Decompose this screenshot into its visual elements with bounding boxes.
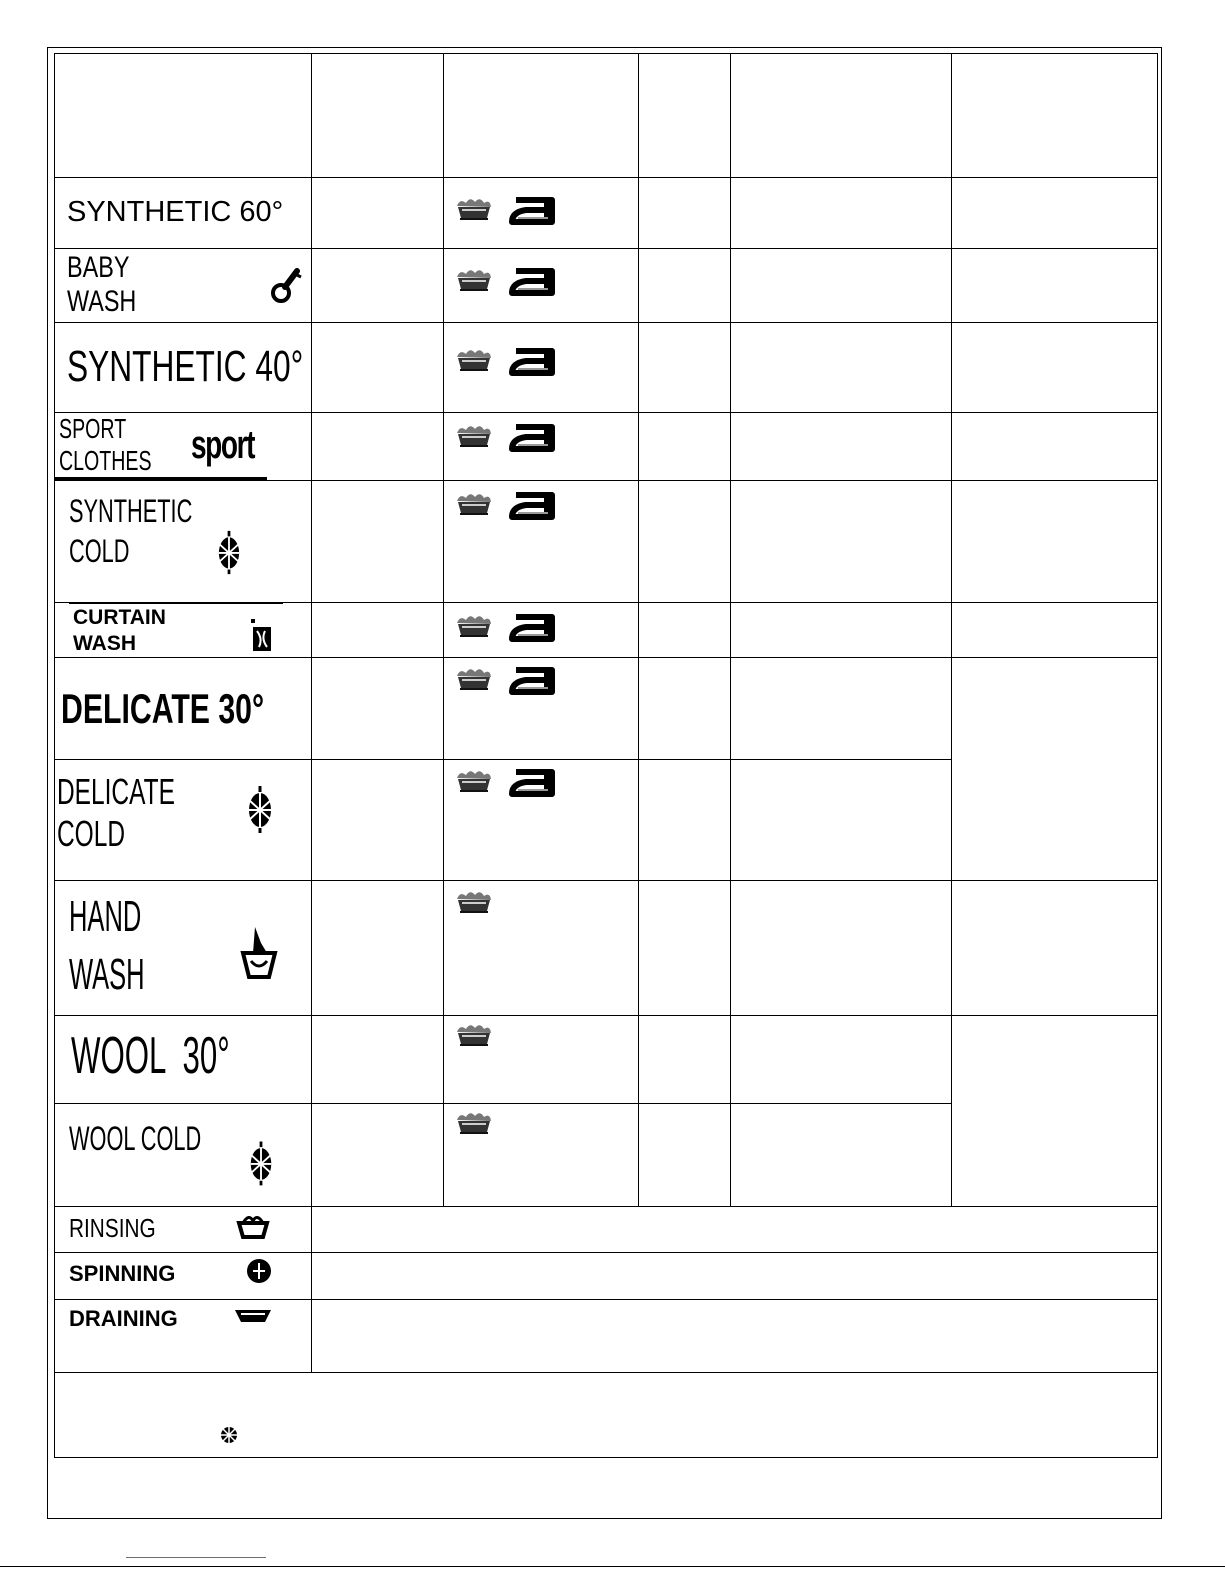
iron-icon [508, 764, 558, 798]
table-row [55, 323, 1158, 413]
note-row [55, 1373, 1158, 1458]
program-name-line1: SPORT [59, 413, 127, 444]
icons-cell [444, 249, 639, 323]
program-name-line2: WASH [67, 285, 137, 318]
program-name: SYNTHETIC 60° [67, 196, 284, 228]
program-name-line1: DELICATE [57, 771, 175, 812]
program-name-cell [55, 178, 312, 249]
program-name-line2: COLD [69, 533, 130, 569]
program-name-cell [55, 603, 312, 658]
hand-wash-icon [239, 923, 279, 983]
iron-icon [508, 609, 558, 643]
sport-badge: sport [191, 423, 254, 467]
table-row [55, 1207, 1158, 1253]
table-row [55, 1300, 1158, 1373]
icons-cell [444, 323, 639, 413]
icons-cell [444, 603, 639, 658]
icons-cell [444, 760, 639, 881]
program-name: DELICATE 30° [61, 685, 265, 732]
header-cell [312, 54, 444, 178]
programs-table [54, 53, 1158, 1458]
wash-tub-icon [454, 345, 494, 375]
header-cell [444, 54, 639, 178]
table-row [55, 249, 1158, 323]
icons-cell [444, 1016, 639, 1104]
program-name-cell [55, 481, 312, 603]
program-name-line2: CLOTHES [59, 445, 152, 476]
note-cell [55, 1373, 1158, 1458]
program-name: WOOL COLD [69, 1120, 202, 1158]
wash-tub-icon [454, 766, 494, 796]
program-name-line1: BABY [67, 251, 130, 284]
iron-icon [508, 263, 558, 297]
snowflake-small-icon [219, 1425, 239, 1445]
wash-tub-icon [454, 194, 494, 224]
iron-icon [508, 662, 558, 696]
program-name-cell [55, 249, 312, 323]
program-name-cell [55, 413, 312, 481]
function-name-cell [55, 1253, 312, 1300]
iron-icon [508, 487, 558, 521]
snowflake-icon [245, 784, 275, 834]
function-name: RINSING [69, 1213, 156, 1243]
function-name-cell [55, 1207, 312, 1253]
wash-tub-icon [454, 664, 494, 694]
table-row [55, 603, 1158, 658]
program-name-line1: HAND [69, 892, 142, 941]
iron-icon [508, 419, 558, 453]
table-row [55, 413, 1158, 481]
function-description-cell [312, 1207, 1158, 1253]
icons-cell [444, 1104, 639, 1207]
merged-cell [952, 1016, 1158, 1207]
table-row [55, 881, 1158, 1016]
table-row [55, 1016, 1158, 1104]
function-name: SPINNING [69, 1261, 176, 1286]
program-name-line2: COLD [57, 813, 126, 854]
icons-cell [444, 413, 639, 481]
header-cell [639, 54, 731, 178]
wash-tub-icon [454, 265, 494, 295]
icons-cell [444, 481, 639, 603]
program-name-line2: WASH [69, 950, 145, 999]
function-description-cell [312, 1253, 1158, 1300]
program-name-line1: SYNTHETIC [69, 493, 193, 529]
program-name: SYNTHETIC 40° [67, 342, 304, 391]
wash-tub-icon [454, 887, 494, 917]
function-name-cell [55, 1300, 312, 1373]
curtain-icon [249, 617, 275, 653]
wash-tub-icon [454, 421, 494, 451]
wash-tub-icon [454, 1020, 494, 1050]
header-row [55, 54, 1158, 178]
program-name: WOOL 30° [71, 1027, 230, 1085]
bottom-rule [0, 1566, 1225, 1567]
snowflake-icon [215, 529, 243, 575]
program-name-line2: WASH [73, 632, 136, 655]
program-name-cell [55, 881, 312, 1016]
header-cell [952, 54, 1158, 178]
wash-tub-icon [454, 611, 494, 641]
program-name-cell [55, 323, 312, 413]
snowflake-icon [247, 1138, 275, 1188]
icons-cell [444, 881, 639, 1016]
program-name-cell [55, 1016, 312, 1104]
drain-icon [233, 1306, 273, 1326]
program-name-cell [55, 1104, 312, 1207]
header-cell [55, 54, 312, 178]
rinse-icon [235, 1211, 271, 1241]
iron-icon [508, 343, 558, 377]
icons-cell [444, 658, 639, 760]
function-name: DRAINING [69, 1306, 178, 1331]
merged-cell [952, 658, 1158, 881]
table-row [55, 658, 1158, 760]
function-description-cell [312, 1300, 1158, 1373]
iron-icon [508, 192, 558, 226]
spin-icon [245, 1257, 273, 1285]
program-name-cell [55, 760, 312, 881]
table-row [55, 1253, 1158, 1300]
wash-tub-icon [454, 1108, 494, 1138]
program-name-line1: CURTAIN [73, 606, 166, 629]
table-row [55, 481, 1158, 603]
program-name-cell [55, 658, 312, 760]
table-row [55, 178, 1158, 249]
header-cell [731, 54, 952, 178]
baby-bottle-icon [269, 267, 303, 305]
wash-tub-icon [454, 489, 494, 519]
footer-link-underline [126, 1557, 266, 1558]
icons-cell [444, 178, 639, 249]
